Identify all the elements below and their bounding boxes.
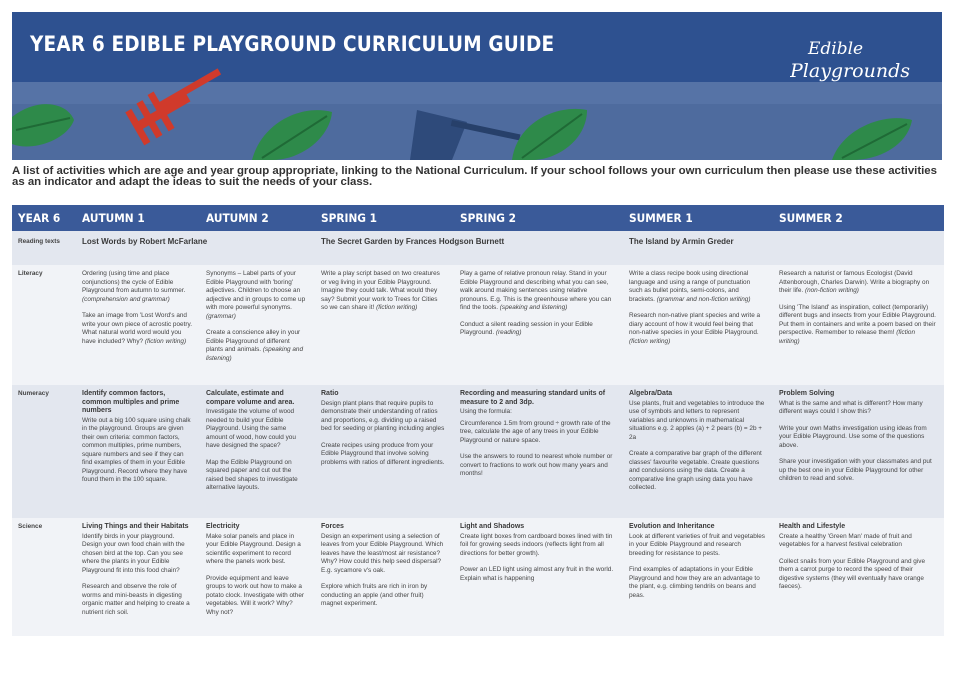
activity-title: Light and Shadows — [460, 523, 525, 530]
activity: Write a class recipe book using directional language and using a range of punctuation such as bullet points, semi-colons, and brackets. (grammar and non-fiction writing) — [629, 270, 751, 303]
activity: Provide equipment and leave groups to work out how to make a potato clock. Investigate with other vegetables. Will it work? Why? Why not? — [206, 574, 305, 616]
table-cell — [315, 518, 454, 636]
activity: Create a healthy 'Green Man' made of fruit and vegetables for a harvest festival celebration — [779, 532, 912, 548]
activity-title: Living Things and their Habitats — [82, 523, 189, 530]
table-cell — [454, 385, 623, 518]
column-header: SUMMER 1 — [623, 205, 773, 231]
activity: Write your own Maths investigation using ideas from your Edible Playground. Use some of the questions above. — [779, 424, 927, 449]
activity: Collect snails from your Edible Playground and give them a carrot purge to record the speed of their digestive systems (they will eventually have orange faeces). — [779, 557, 925, 590]
activity: What is the same and what is different? How many different ways could I show this? — [779, 399, 923, 415]
row-header: Numeracy — [12, 385, 76, 518]
activity-title: Forces — [321, 523, 344, 530]
leaf-icon — [252, 110, 332, 160]
table-cell — [76, 265, 200, 385]
garden-fork-icon — [125, 68, 221, 145]
activity: Using 'The Island' as inspiration, collect (temporarily) different bugs and insects from your Edible Playground. Put them in containers and write a poem based on their perspective. Remember to release them! (fiction writing) — [779, 303, 936, 345]
book-title: The Island by Armin Greder — [629, 237, 734, 246]
activity: Use plants, fruit and vegetables to introduce the use of symbols and letters to represent variables and unknowns in mathematical situations e.g. 2 apples (a) + 2 pears (b) = 2b + 2a — [629, 399, 765, 441]
activity: Conduct a silent reading session in your Edible Playground. (reading) — [460, 320, 593, 336]
activity: Use the answers to round to nearest whole number or convert to fractions to work out how many years and months! — [460, 453, 613, 477]
activity: Investigate the volume of wood needed to build your Edible Playground. Using the same amount of wood, how could you have designed the space? — [206, 408, 296, 449]
table-cell — [623, 265, 773, 385]
leaf-icon — [12, 104, 74, 146]
book-title: Lost Words by Robert McFarlane — [82, 237, 208, 246]
table-cell — [454, 265, 623, 385]
table-cell — [623, 385, 773, 518]
table-cell — [76, 385, 200, 518]
column-header: SPRING 2 — [454, 205, 623, 231]
activity: Power an LED light using almost any fruit in the world. Explain what is happening — [460, 566, 614, 582]
header-banner — [12, 12, 942, 160]
column-header: SUMMER 2 — [773, 205, 944, 231]
svg-text:Edible: Edible — [808, 39, 864, 59]
activity: Create recipes using produce from your Edible Playground that involve solving problems with ratios of different ingredients. — [321, 441, 445, 466]
activity: Look at different varieties of fruit and vegetables in your Edible Playground and research breeding for resistance to pests. — [629, 532, 765, 557]
table-row-numeracy — [12, 385, 944, 518]
activity-title: Calculate, estimate and compare volume and area. — [206, 390, 295, 406]
edible-playgrounds-logo — [790, 34, 930, 84]
table-cell — [200, 518, 315, 636]
activity: Using the formula: — [460, 408, 512, 415]
curriculum-table — [12, 205, 944, 636]
table-cell — [200, 265, 315, 385]
table-row-literacy — [12, 265, 944, 385]
activity: Research non-native plant species and write a diary account of how it would feel being that non-native species in your Edible Playground. (fiction writing) — [629, 312, 761, 345]
activity: Find examples of adaptations in your Edible Playground and how they are an advantage to the plant, e.g. climbing tendrils on beans and peas. — [629, 566, 760, 599]
activity: Research and observe the role of worms and mini-beasts in digesting organic matter and helping to create a nutrient rich soil. — [82, 583, 190, 616]
svg-text:Playgrounds: Playgrounds — [790, 60, 910, 82]
table-cell — [200, 385, 315, 518]
table-header-row — [12, 205, 944, 231]
activity: Write a play script based on two creatures or veg living in your Edible Playground. Imagine they could talk. What would they say? Submit your work to Trees for Cities so we can share it! (fiction writing) — [321, 270, 440, 311]
column-header: AUTUMN 2 — [200, 205, 315, 231]
activity: Take an image from 'Lost Word's and write your own piece of acrostic poetry. What natural world word would you have included? Why? (fiction writing) — [82, 312, 192, 345]
page-title: YEAR 6 EDIBLE PLAYGROUND CURRICULUM GUIDE — [30, 32, 555, 56]
activity: Synonyms – Label parts of your Edible Playground with 'boring' adjectives. Children to choose an adjective and in groups to come up with more powerful synonyms. (grammar) — [206, 270, 306, 320]
activity: Design plant plans that require pupils to demonstrate their understanding of ratios and proportions, e.g. dividing up a raised bed for seeding or planting including angles — [321, 399, 445, 432]
activity-title: Electricity — [206, 523, 240, 530]
activity: Design an experiment using a selection of leaves from your Edible Playground. Which leaves have the least/most air resistance? Why? How could this help seed dispersal? E.g. sycamore v's oak. — [321, 532, 444, 574]
table-cell — [315, 231, 623, 265]
column-header: AUTUMN 1 — [76, 205, 200, 231]
table-cell — [315, 385, 454, 518]
table-row-science — [12, 518, 944, 636]
leaf-icon — [832, 118, 912, 160]
table-cell — [76, 231, 315, 265]
activity: Create light boxes from cardboard boxes lined with tin foil for growing seeds indoors (reflects light from all directions for better growth). — [460, 532, 613, 557]
activity-title: Evolution and Inheritance — [629, 523, 715, 530]
table-cell — [773, 518, 944, 636]
leaf-icon — [512, 109, 587, 160]
table-cell — [623, 231, 944, 265]
activity-title: Ratio — [321, 390, 339, 397]
activity: Circumference 1.5m from ground ÷ growth rate of the tree, calculate the age of any trees in your Edible Playground or nature space. — [460, 419, 611, 444]
row-header: Science — [12, 518, 76, 636]
book-title: The Secret Garden by Frances Hodgson Burnett — [321, 237, 505, 246]
trowel-icon — [410, 110, 520, 160]
table-cell — [454, 518, 623, 636]
activity-title: Algebra/Data — [629, 390, 673, 397]
table-row-reading — [12, 231, 944, 265]
row-header: Literacy — [12, 265, 76, 385]
column-header: SPRING 1 — [315, 205, 454, 231]
table-cell — [773, 265, 944, 385]
activity-title: Identify common factors, common multiples and prime numbers — [82, 390, 180, 414]
table-cell — [315, 265, 454, 385]
intro-text: A list of activities which are age and year group appropriate, linking to the National Curriculum. If your school follows your own curriculum then please use these activities as an indicator and adapt the ideas to suit the needs of your class. — [12, 165, 937, 188]
activity: Create a comparative bar graph of the different classes' favourite vegetable. Create questions and conclusions using the data. Create a comparative line graph using data you have collected. — [629, 450, 762, 491]
table-cell — [623, 518, 773, 636]
activity: Ordering (using time and place conjunctions) the cycle of Edible Playground from autumn to summer. (comprehension and grammar) — [82, 270, 186, 303]
activity: Share your investigation with your classmates and put up the best one in your Edible Playground for other children to read and solve. — [779, 458, 932, 482]
activity-title: Health and Lifestyle — [779, 523, 846, 530]
activity: Research a naturist or famous Ecologist (David Attenborough, Charles Darwin). Write a biography on their life. (non-fiction writing) — [779, 270, 930, 294]
activity-title: Problem Solving — [779, 390, 835, 397]
column-header: YEAR 6 — [12, 205, 76, 231]
table-cell — [76, 518, 200, 636]
table-cell — [773, 385, 944, 518]
activity: Play a game of relative pronoun relay. Stand in your Edible Playground and describing what you can see, walk around making sentences using relative pronouns. E.g. This is the greenhouse where you can find the tools. (speaking and listening) — [460, 270, 612, 311]
row-header: Reading texts — [12, 231, 76, 265]
activity: Make solar panels and place in your Edible Playground. Design a scientific experiment to record where the panels work best. — [206, 532, 301, 565]
activity: Explore which fruits are rich in iron by conducting an apple (and other fruit) magnet experiment. — [321, 583, 428, 607]
activity: Create a conscience alley in your Edible Playground of different plants and animals. (speaking and listening) — [206, 329, 304, 362]
activity: Write out a big 100 square using chalk in the playground. Groups are given their own criteria: common factors, common multiples, prime numbers, square numbers and see if they can find examples of them in your Edible Playground. Record where they have found them in the 100 square. — [82, 416, 191, 483]
activity: Identify birds in your playground. Design your own food chain with the chosen bird at the top. Can you see where the plants in your Edible Playground fit into this food chain? — [82, 532, 185, 574]
activity: Map the Edible Playground on squared paper and cut out the raised bed shapes to investigate alternative layouts. — [206, 458, 298, 491]
activity-title: Recording and measuring standard units of measure to 2 and 3dp. — [460, 390, 606, 406]
